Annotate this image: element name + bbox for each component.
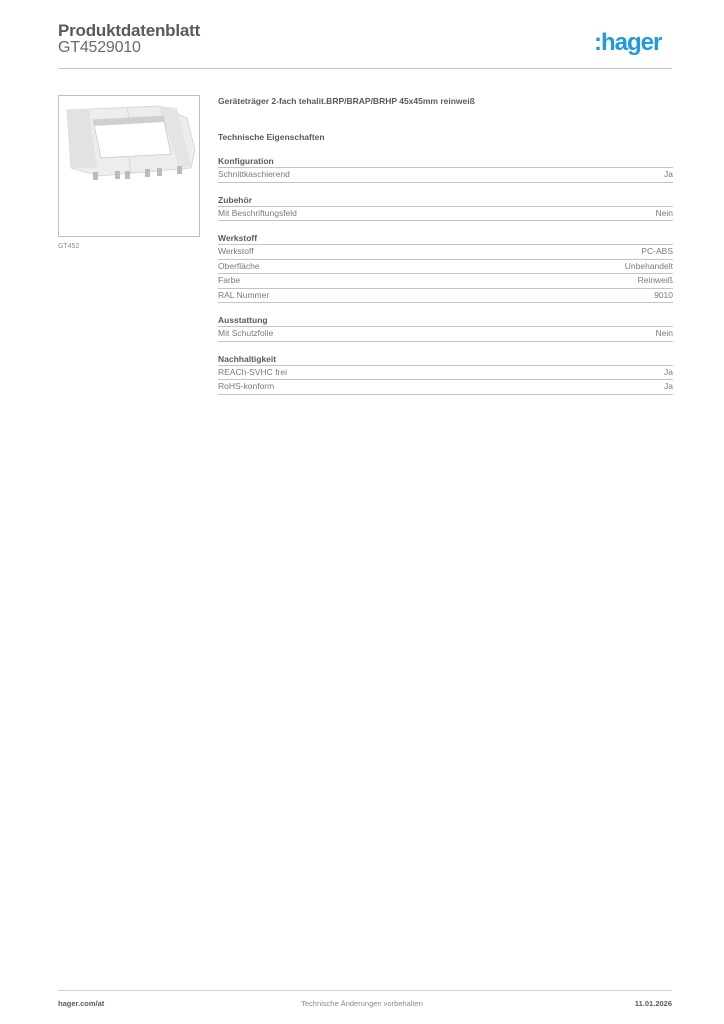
spec-value: Ja [664,366,673,377]
footer-divider [58,990,672,991]
spec-group-werkstoff [218,231,673,303]
spec-value: Unbehandelt [624,260,673,271]
group-title: Werkstoff [218,231,673,245]
spec-row [218,380,673,395]
spec-value: Ja [664,169,673,179]
group-title: Nachhaltigkeit [218,352,673,366]
article-number: GT4529010 [58,39,141,56]
spec-group-nachhaltigkeit [218,352,673,395]
spec-row [218,327,673,342]
spec-group-zubehoer [218,193,673,222]
spec-row [218,366,673,381]
image-caption: GT452 [58,243,80,250]
product-image [58,95,200,237]
section-heading: Technische Eigenschaften [218,132,325,142]
spec-label: Mit Schutzfolie [218,328,274,338]
footer-date: 11.01.2026 [634,999,672,1008]
spec-label: RoHS-konform [218,381,275,391]
spec-group-konfiguration [218,154,673,183]
product-name: Geräteträger 2-fach tehalit.BRP/BRAP/BRHP 45x45mm reinweiß [218,96,475,106]
page-title: Produktdatenblatt [58,21,201,40]
spec-value: Nein [655,328,673,338]
spec-row [218,245,673,260]
spec-group-ausstattung [218,313,673,342]
spec-value: Nein [655,207,673,218]
group-title: Konfiguration [218,154,673,168]
spec-value: Ja [664,381,673,391]
spec-value: PC-ABS [641,246,673,256]
spec-row [218,207,673,222]
spec-row [218,260,673,275]
spec-row [218,168,673,183]
spec-content [218,94,673,395]
spec-label: Werkstoff [218,246,254,256]
footer-website-link[interactable]: hager.com/at [58,999,105,1008]
header-divider [58,68,672,69]
spec-value: Reinweiß [637,275,673,285]
spec-row [218,274,673,289]
spec-label: Farbe [218,275,241,285]
spec-label: RAL Nummer [218,289,270,300]
spec-row [218,289,673,304]
device-carrier-frame-icon [59,96,199,236]
hager-logo: :hager [594,29,662,56]
spec-value: 9010 [654,289,673,300]
spec-label: REACh-SVHC frei [218,366,287,377]
spec-label: Schnittkaschierend [218,169,290,179]
spec-label: Oberfläche [218,260,260,271]
footer-disclaimer: Technische Änderungen vorbehalten [301,999,423,1008]
group-title: Ausstattung [218,313,673,327]
spec-label: Mit Beschriftungsfeld [218,207,297,218]
group-title: Zubehör [218,193,673,207]
